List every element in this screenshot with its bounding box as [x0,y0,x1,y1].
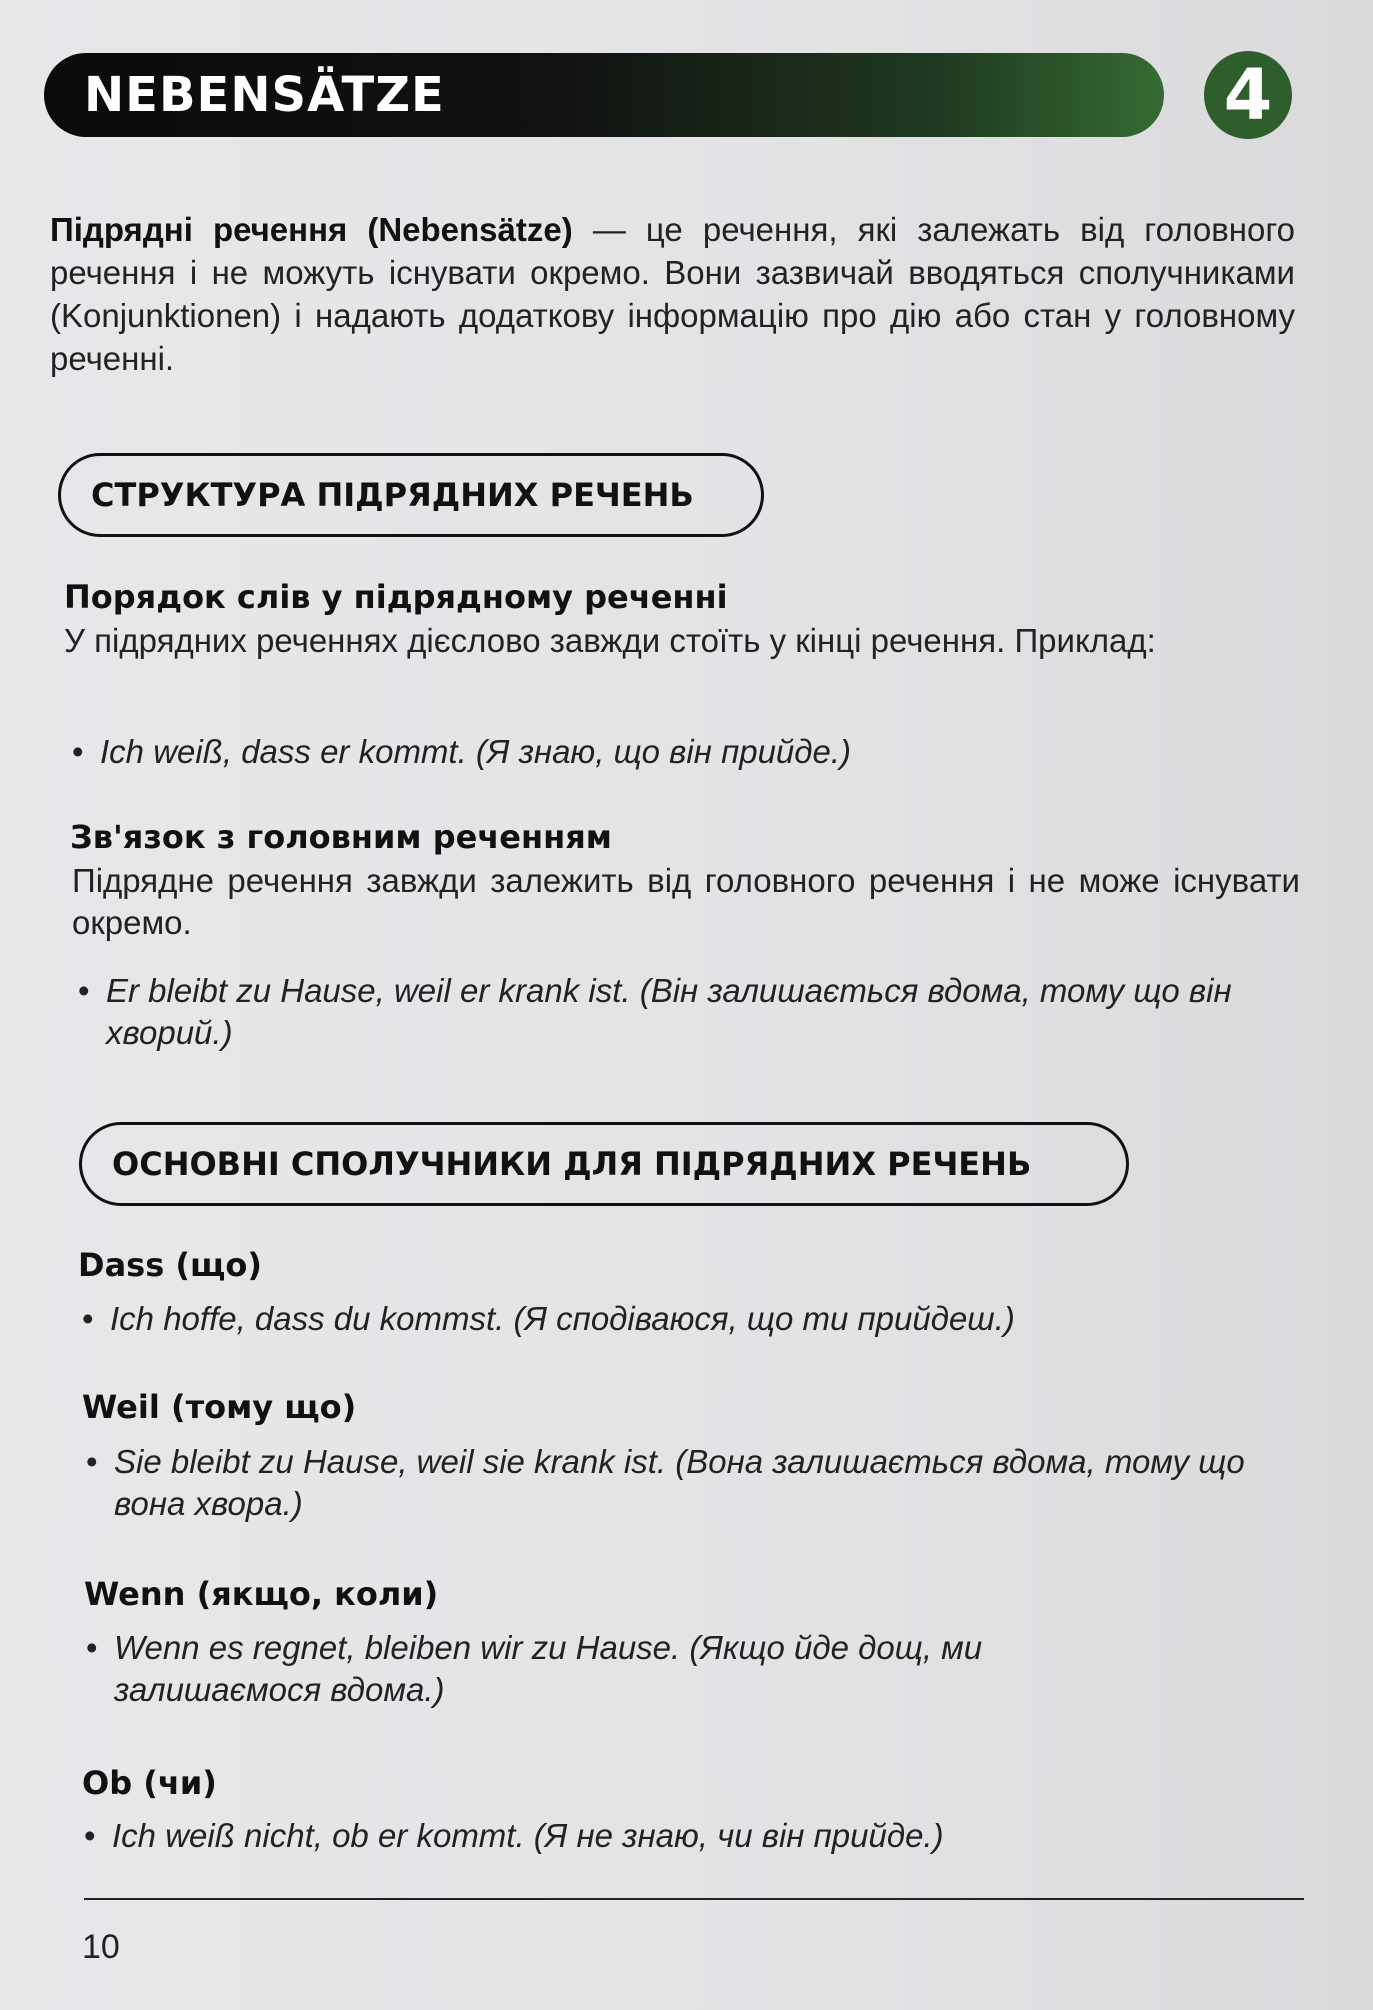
conjunction-example [86,1627,1184,1711]
word-order-example [72,731,1290,773]
intro-definition: — це речення, які залежать від головного речення і не можуть існувати окремо. Вони зазвичай вводяться сполучниками (Konjunktionen) і надають додаткову інформацію про дію або стан у головному реченні. [50,211,1295,377]
bullet: • [72,733,84,770]
chapter-title: NEBENSÄTZE [84,67,445,123]
example-text: Sie bleibt zu Hause, weil sie krank ist. (Вона залишається вдома, тому що вона хвора.) [114,1443,1245,1522]
word-order-text: У підрядних реченнях дієслово завжди стоїть у кінці речення. Приклад: [64,622,1156,659]
word-order-heading: Порядок слів у підрядному реченні [64,578,728,616]
bullet: • [78,972,90,1009]
bullet: • [86,1629,98,1666]
conjunction-example [82,1298,1290,1340]
connection-text: Підрядне речення завжди залежить від головного речення і не може існувати окремо. [72,862,1300,941]
conjunction-example [84,1815,1292,1857]
conjunction-heading: Weil (тому що) [82,1388,357,1426]
intro-paragraph [50,208,1295,380]
page-number: 10 [82,1928,120,1966]
example-text: Ich weiß nicht, ob er kommt. (Я не знаю, чи він прийде.) [112,1817,944,1854]
example-text: Ich weiß, dass er kommt. (Я знаю, що він прийде.) [100,733,852,770]
example-text: Ich hoffe, dass du kommst. (Я сподіваюся, що ти прийдеш.) [110,1300,1015,1337]
chapter-number-badge: 4 [1204,51,1292,139]
connection-example [78,970,1256,1054]
example-text: Wenn es regnet, bleiben wir zu Hause. (Якщо йде дощ, ми залишаємося вдома.) [114,1629,983,1708]
section-title-structure: СТРУКТУРА ПІДРЯДНИХ РЕЧЕНЬ [58,453,764,537]
bullet: • [84,1817,96,1854]
conjunction-heading: Ob (чи) [82,1764,217,1802]
connection-heading: Зв'язок з головним реченням [70,818,612,856]
bullet: • [86,1443,98,1480]
bullet: • [82,1300,94,1337]
conjunction-example [86,1441,1294,1525]
conjunction-heading: Wenn (якщо, коли) [84,1575,439,1613]
footer-divider [84,1898,1304,1900]
intro-term: Підрядні речення (Nebensätze) [50,211,573,248]
example-text: Er bleibt zu Hause, weil er krank ist. (Він залишається вдома, тому що він хворий.) [106,972,1232,1051]
section-title-conjunctions: ОСНОВНІ СПОЛУЧНИКИ ДЛЯ ПІДРЯДНИХ РЕЧЕНЬ [79,1122,1129,1206]
chapter-title-bar [44,53,1164,137]
conjunction-heading: Dass (що) [78,1246,262,1284]
